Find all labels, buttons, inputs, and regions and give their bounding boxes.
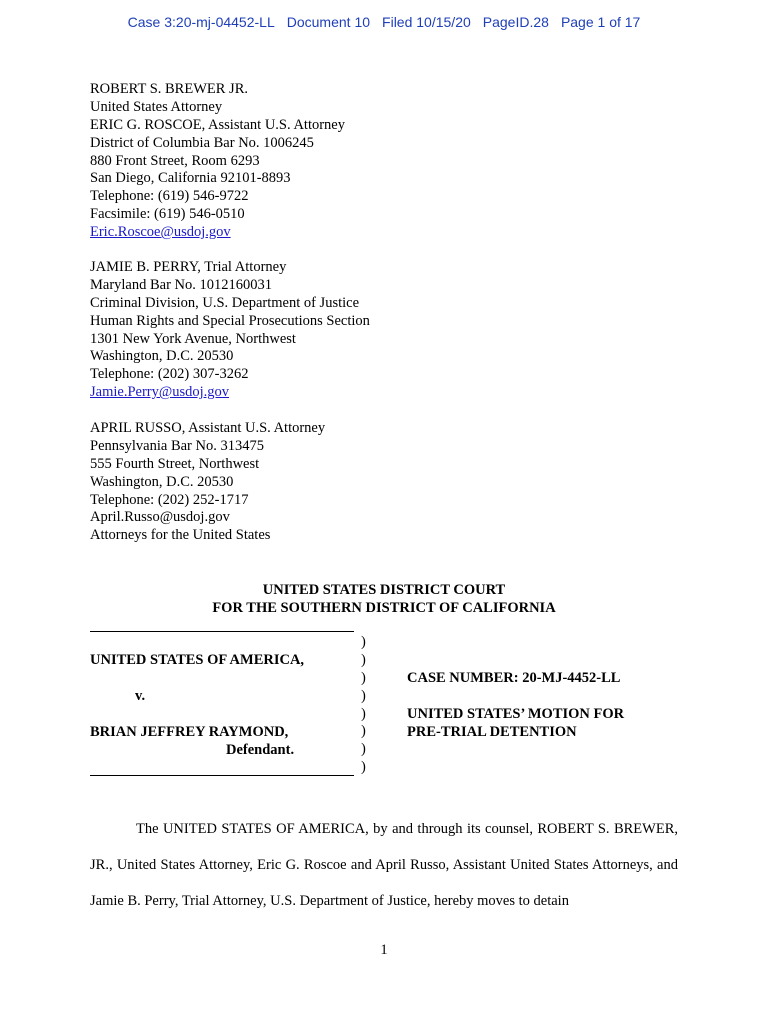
counsel-line: United States Attorney	[90, 98, 223, 115]
counsel-line: April.Russo@usdoj.gov	[90, 509, 230, 526]
counsel-line: Human Rights and Special Prosecutions Section	[90, 312, 370, 329]
counsel-line: Washington, D.C. 20530	[90, 348, 234, 365]
counsel-line: Maryland Bar No. 1012160031	[90, 276, 273, 293]
counsel-block-assistant-attorney	[90, 420, 325, 545]
counsel-line: Attorneys for the United States	[90, 527, 271, 544]
caption-bottom-rule	[90, 775, 354, 776]
counsel-line: APRIL RUSSO, Assistant U.S. Attorney	[90, 420, 326, 436]
motion-paragraph: The UNITED STATES OF AMERICA, by and through its counsel, ROBERT S. BREWER, JR., United States Attorney, Eric G. Roscoe and April Russo, Assistant United States Attorneys, and Jamie B. Perry, Trial Attorney, U.S. Department of Justice, hereby moves to detain	[90, 821, 678, 909]
counsel-line: Washington, D.C. 20530	[90, 473, 234, 490]
header-filed-date: Filed 10/15/20	[382, 14, 471, 30]
caption-top-rule	[90, 631, 354, 632]
counsel-line: San Diego, California 92101-8893	[90, 170, 291, 187]
header-pageid: PageID.28	[482, 14, 549, 30]
caption-parentheses: ) ) ) ) ) ) ) )	[361, 634, 366, 776]
counsel-line: 880 Front Street, Room 6293	[90, 152, 260, 169]
caption-defendant: BRIAN JEFFREY RAYMOND,	[90, 724, 289, 740]
header-document: Document 10	[286, 14, 371, 30]
counsel-line: ROBERT S. BREWER JR.	[90, 81, 248, 97]
court-name: UNITED STATES DISTRICT COURT	[262, 582, 506, 598]
case-caption	[90, 624, 690, 784]
counsel-block-us-attorney	[90, 81, 345, 242]
caption-versus: v.	[135, 688, 146, 704]
caption-motion-title-line2: PRE-TRIAL DETENTION	[407, 724, 577, 740]
counsel-line: 555 Fourth Street, Northwest	[90, 455, 260, 472]
email-link-roscoe[interactable]: Eric.Roscoe@usdoj.gov	[90, 224, 231, 241]
page-number: 1	[380, 942, 388, 958]
caption-plaintiff: UNITED STATES OF AMERICA,	[90, 652, 305, 668]
header-case-number: Case 3:20-mj-04452-LL	[127, 14, 275, 30]
counsel-line: Telephone: (619) 546-9722	[90, 188, 249, 205]
caption-defendant-role: Defendant.	[226, 742, 295, 758]
motion-body	[90, 811, 678, 919]
ecf-header	[0, 14, 768, 30]
counsel-line: 1301 New York Avenue, Northwest	[90, 330, 296, 347]
counsel-line: Facsimile: (619) 546-0510	[90, 206, 245, 223]
caption-motion-title-line1: UNITED STATES’ MOTION FOR	[407, 706, 625, 722]
counsel-line: Pennsylvania Bar No. 313475	[90, 437, 264, 454]
email-link-perry[interactable]: Jamie.Perry@usdoj.gov	[90, 384, 230, 401]
court-district: FOR THE SOUTHERN DISTRICT OF CALIFORNIA	[212, 600, 556, 616]
counsel-block-trial-attorney	[90, 259, 370, 402]
counsel-line: JAMIE B. PERRY, Trial Attorney	[90, 259, 287, 275]
court-heading	[0, 581, 768, 617]
counsel-line: Telephone: (202) 252-1717	[90, 491, 249, 508]
counsel-line: ERIC G. ROSCOE, Assistant U.S. Attorney	[90, 116, 345, 133]
header-page-count: Page 1 of 17	[560, 14, 641, 30]
counsel-line: Criminal Division, U.S. Department of Justice	[90, 294, 360, 311]
counsel-line: District of Columbia Bar No. 1006245	[90, 134, 314, 151]
counsel-line: Telephone: (202) 307-3262	[90, 366, 249, 383]
caption-case-number: CASE NUMBER: 20-MJ-4452-LL	[407, 670, 621, 686]
